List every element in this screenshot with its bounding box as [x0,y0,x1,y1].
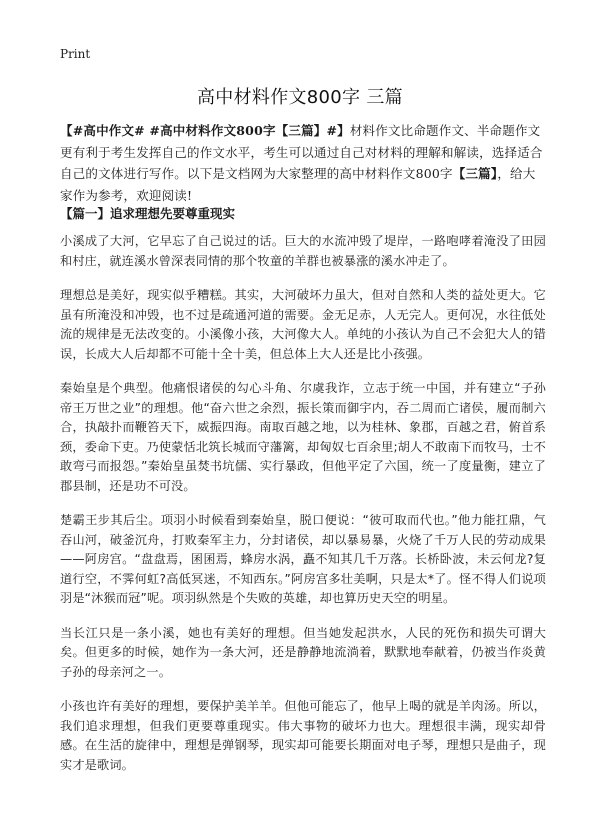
paragraph-6: 小孩也许有美好的理想，要保护美羊羊。但他可能忘了，他早上喝的就是羊肉汤。所以，我们追求理想，但我们更要尊重现实。伟大事物的破坏力也大。理想很丰满，现实却骨感。在生活的旋律中，理想是弹钢琴，现实却可能要长期面对电子琴，理想只是曲子，现实才是歌词。 [60,699,546,772]
paragraph-1: 小溪成了大河，它早忘了自己说过的话。巨大的水流冲毁了堤岸，一路咆哮着淹没了田园和村庄，就连溪水曾深表同情的那个牧童的羊群也被暴涨的溪水冲走了。 [60,234,546,268]
intro-text: 材料作文比命题作文、半命题作文更有利于考生发挥自己的作文水平，考生可以通过自己对材料的理解和解读，选择适合自己的文体进行写作。以下是文档网为大家整理的高中材料作文800字 [60,123,543,181]
section-title: 【篇一】追求理想先要尊重现实 [60,206,236,221]
paragraph-3: 秦始皇是个典型。他痛恨诸侯的勾心斗角、尔虞我诈，立志于统一中国，并有建立“子孙帝王万世之业”的理想。他“奋六世之余烈，振长策而御宇内，吞二周而亡诸侯，履而制六合，执敲扑而鞭笞天下，威振四海。南取百越之地，以为桂林、象郡，百越之君，俯首系颈，委命下吏。乃使蒙恬北筑长城而守藩篱，却匈奴七百余里;胡人不敢南下而牧马，士不敢弯弓而报怨。”秦始皇虽焚书坑儒、实行暴政，但他平定了六国，统一了度量衡，建立了郡县制，还是功不可没。 [60,381,546,493]
paragraph-2: 理想总是美好，现实似乎糟糕。其实，大河破坏力虽大，但对自然和人类的益处更大。它虽有所淹没和冲毁，也不过是疏通河道的需要。金无足赤，人无完人。更何况，水往低处流的规律是无法改变的。小溪像小孩，大河像大人。单纯的小孩认为自己不会犯大人的错误，长成大人后却都不可能十全十美，但总体上大人还是比小孩强。 [60,288,546,361]
intro-tail: ，给大家作为参考，欢迎阅读! [60,166,536,203]
intro-tags-2: 【三篇】 [452,166,498,181]
intro-tags: 【#高中作文# #高中材料作文800字【三篇】#】 [60,123,350,138]
paragraph-5: 当长江只是一条小溪，她也有美好的理想。但当她发起洪水，人民的死伤和损失可谓大矣。但更多的时候，她作为一条大河，还是静静地流淌着，默默地奉献着，仍被当作炎黄子孙的母亲河之一。 [60,625,546,679]
paragraph-4: 楚霸王步其后尘。项羽小时候看到秦始皇，脱口便说：“彼可取而代也。”他力能扛鼎，气吞山河，破釜沉舟，打败秦军主力，分封诸侯，却以暴易暴，火烧了千万人民的劳动成果——阿房宫。“盘盘焉，囷囷焉，蜂房水涡，矗不知其几千万落。长桥卧波，未云何龙?复道行空，不霁何虹?高低冥迷，不知西东。”阿房宫多壮美啊，只是太*了。怪不得人们说项羽是“沐猴而冠”呢。项羽纵然是个失败的英雄，却也算历史天空的明星。 [60,513,546,605]
print-label: Print [60,47,91,61]
article-body [60,232,546,790]
intro-paragraph [60,120,546,206]
document-title: 高中材料作文800字 三篇 [197,87,403,108]
